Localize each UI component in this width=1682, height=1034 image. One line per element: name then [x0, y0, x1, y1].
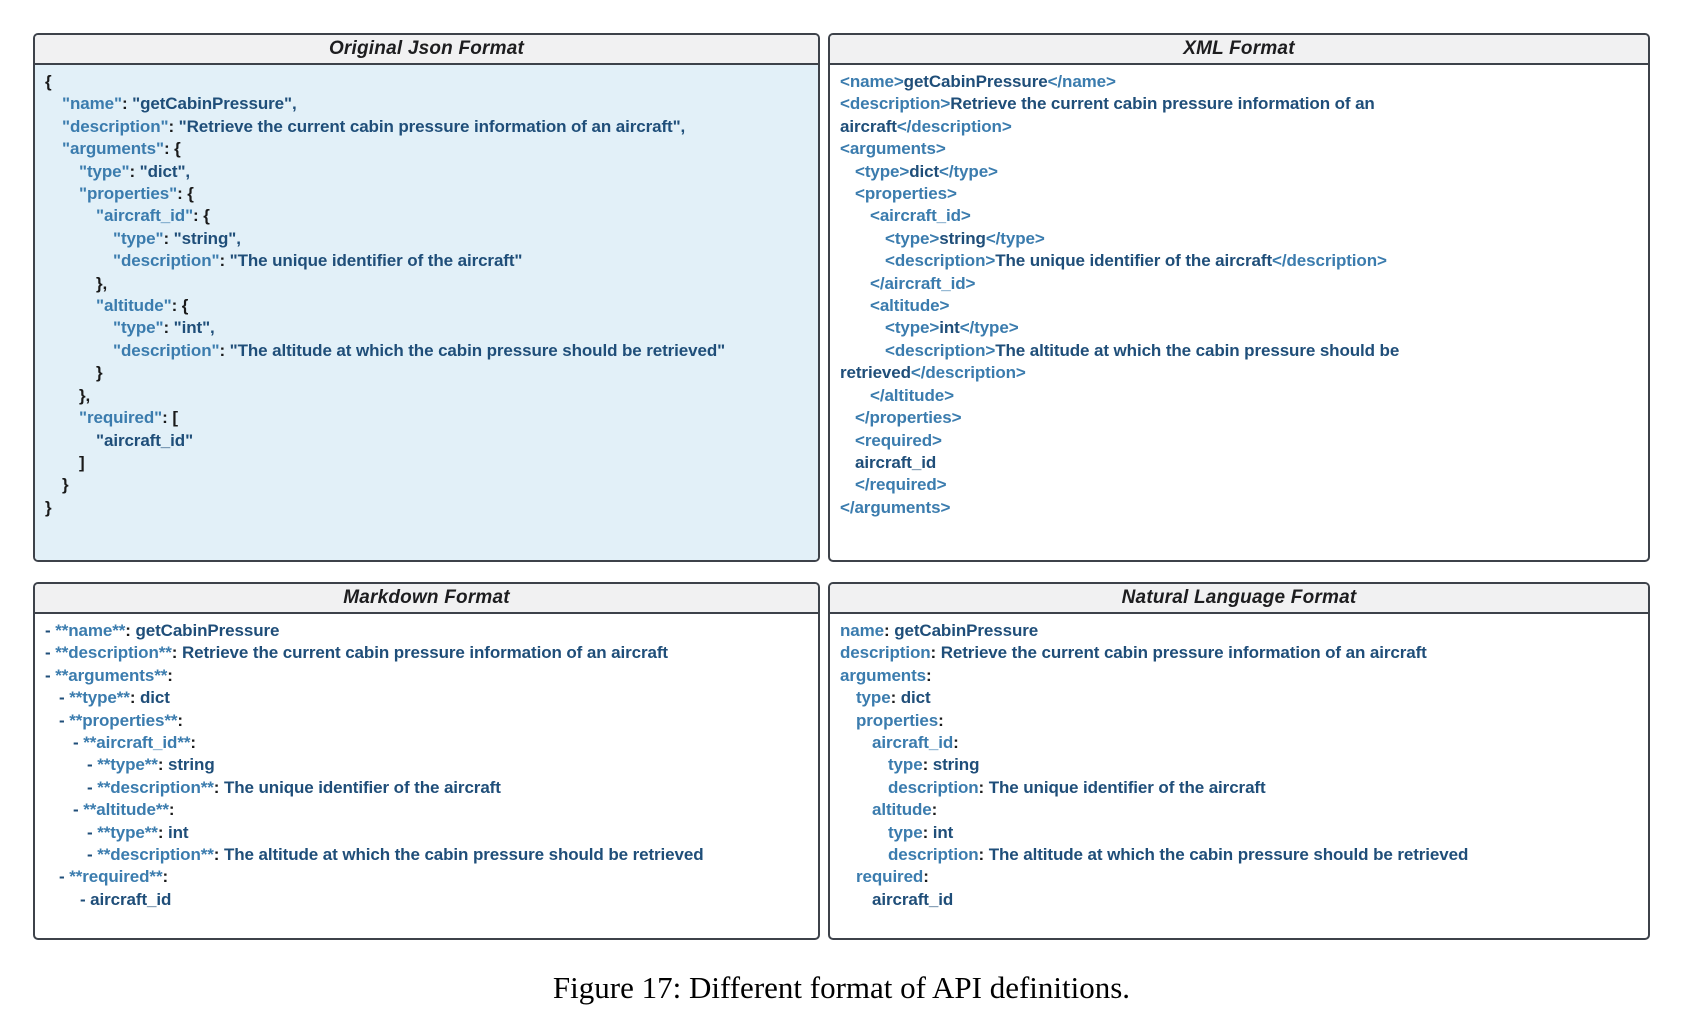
code-segment-v: "Retrieve the current cabin pressure information of an aircraft",	[178, 116, 686, 136]
code-line	[840, 452, 1638, 474]
code-segment-k: </required>	[855, 475, 947, 495]
code-segment-v: "string",	[173, 228, 241, 248]
code-segment-p: :	[171, 643, 182, 663]
code-line	[45, 295, 808, 317]
code-segment-k: </type>	[939, 161, 998, 181]
code-line	[45, 205, 808, 227]
code-segment-p: }	[45, 497, 52, 517]
code-segment-k: </description>	[1272, 251, 1387, 271]
code-line	[45, 362, 808, 384]
code-segment-v: -	[87, 845, 98, 865]
code-line	[840, 642, 1638, 664]
code-segment-p: },	[96, 273, 108, 293]
code-segment-v: The altitude at which the cabin pressure should be retrieved	[223, 845, 704, 865]
code-segment-k: "description"	[113, 340, 220, 360]
code-line	[840, 822, 1638, 844]
code-line	[45, 620, 808, 642]
code-line	[45, 71, 808, 93]
code-segment-v: -	[87, 822, 98, 842]
code-segment-k: <type>	[885, 228, 940, 248]
code-line	[840, 732, 1638, 754]
code-line	[45, 474, 808, 496]
code-segment-k: aircraft_id	[872, 733, 954, 753]
figure-caption: Figure 17: Different format of API definitions.	[552, 970, 1131, 1005]
code-segment-v: The altitude at which the cabin pressure should be	[995, 340, 1400, 360]
code-segment-p: :	[978, 777, 989, 797]
code-line	[840, 474, 1638, 496]
code-segment-v: dict	[900, 688, 931, 708]
code-segment-k: **type**	[97, 822, 158, 842]
code-line	[840, 844, 1638, 866]
code-line	[45, 777, 808, 799]
code-segment-p: :	[930, 643, 941, 663]
code-segment-v: retrieved	[840, 363, 911, 383]
code-segment-k: <type>	[885, 318, 940, 338]
code-segment-p: :	[129, 688, 140, 708]
code-line	[45, 183, 808, 205]
code-segment-v: -	[73, 733, 84, 753]
panel-title-markdown-format: Markdown Format	[35, 584, 818, 614]
code-segment-p: }	[62, 475, 69, 495]
code-segment-v: -	[45, 621, 56, 640]
code-segment-v: getCabinPressure	[135, 621, 280, 640]
xml-code-block	[830, 65, 1648, 560]
code-segment-k: **arguments**	[55, 665, 168, 685]
panel-title-xml-format: XML Format	[830, 35, 1648, 65]
code-segment-v: -	[59, 710, 70, 730]
code-segment-v: -	[87, 755, 98, 775]
code-segment-k: type	[856, 688, 891, 708]
code-segment-k: **name**	[55, 621, 126, 640]
panel-original-json-format	[33, 33, 820, 562]
code-line	[45, 138, 808, 160]
code-segment-p: },	[79, 385, 91, 405]
panel-markdown-format	[33, 582, 820, 940]
code-line	[45, 889, 808, 911]
code-line	[45, 340, 808, 362]
code-segment-p: :	[190, 733, 196, 753]
code-segment-p: :	[177, 710, 183, 730]
code-line	[840, 665, 1638, 687]
code-segment-v: The unique identifier of the aircraft	[995, 251, 1273, 271]
code-segment-p: :	[923, 867, 929, 887]
code-line	[840, 889, 1638, 911]
code-segment-v: -	[45, 665, 56, 685]
code-line	[45, 273, 808, 295]
code-segment-k: type	[888, 822, 923, 842]
code-segment-v: Retrieve the current cabin pressure information of an aircraft	[181, 643, 668, 663]
code-line	[840, 777, 1638, 799]
code-segment-k: <arguments>	[840, 139, 946, 159]
code-line	[840, 687, 1638, 709]
code-segment-p: :	[129, 161, 140, 181]
code-segment-k: **type**	[97, 755, 158, 775]
code-segment-v: dict	[909, 161, 940, 181]
code-segment-p: :	[168, 116, 179, 136]
code-line	[45, 452, 808, 474]
code-line	[840, 71, 1638, 93]
code-line	[45, 93, 808, 115]
code-line	[45, 228, 808, 250]
code-segment-v: The altitude at which the cabin pressure should be retrieved	[988, 845, 1469, 865]
code-segment-v: "aircraft_id"	[96, 430, 194, 450]
code-segment-p: : {	[171, 296, 189, 316]
code-line	[840, 317, 1638, 339]
code-line	[45, 799, 808, 821]
code-segment-p: :	[157, 822, 168, 842]
code-segment-k: <required>	[855, 430, 942, 450]
code-segment-k: **properties**	[69, 710, 178, 730]
code-line	[840, 205, 1638, 227]
code-segment-v: int	[168, 822, 189, 842]
code-segment-v: "int",	[173, 318, 215, 338]
code-segment-p: :	[884, 621, 895, 640]
code-segment-v: Retrieve the current cabin pressure information of an aircraft	[940, 643, 1427, 663]
code-line	[45, 430, 808, 452]
code-segment-k: <name>	[840, 72, 904, 91]
code-segment-p: :	[168, 800, 175, 820]
json-code-block	[35, 65, 818, 560]
code-segment-v: string	[939, 228, 986, 248]
code-line	[45, 866, 808, 888]
code-line	[45, 665, 808, 687]
code-segment-v: dict	[140, 688, 170, 708]
code-segment-k: <properties>	[855, 184, 957, 204]
code-segment-k: required	[856, 867, 924, 887]
code-segment-p: :	[162, 867, 169, 887]
code-segment-p: :	[953, 733, 959, 753]
code-line	[840, 340, 1638, 362]
code-segment-p: :	[978, 845, 989, 865]
code-line	[840, 93, 1638, 115]
code-line	[45, 407, 808, 429]
code-segment-p: }	[96, 363, 103, 383]
code-segment-k: "description"	[113, 251, 220, 271]
markdown-code-block	[35, 614, 818, 938]
code-segment-p: : {	[163, 139, 181, 159]
code-segment-k: type	[888, 755, 923, 775]
code-segment-k: "arguments"	[62, 139, 164, 159]
code-segment-k: </altitude>	[870, 385, 954, 405]
code-segment-k: "description"	[62, 116, 169, 136]
code-line	[45, 497, 808, 519]
code-segment-k: <type>	[855, 161, 910, 181]
code-segment-k: <aircraft_id>	[870, 206, 971, 226]
code-segment-k: **description**	[97, 777, 214, 797]
format-panels-grid	[33, 33, 1650, 940]
code-line	[840, 799, 1638, 821]
code-segment-p: :	[213, 777, 224, 797]
code-segment-k: </name>	[1047, 72, 1116, 91]
code-segment-k: "type"	[79, 161, 130, 181]
code-line	[840, 183, 1638, 205]
code-line	[840, 710, 1638, 732]
code-line	[45, 642, 808, 664]
code-segment-k: "properties"	[79, 184, 178, 204]
code-segment-p: :	[931, 800, 938, 820]
code-line	[840, 250, 1638, 272]
code-segment-v: aircraft_id	[855, 452, 937, 472]
code-line	[45, 317, 808, 339]
code-segment-v: The unique identifier of the aircraft	[988, 777, 1266, 797]
code-segment-k: <altitude>	[870, 296, 950, 316]
code-segment-k: name	[840, 621, 885, 640]
code-segment-k: "required"	[79, 408, 163, 428]
code-line	[840, 620, 1638, 642]
code-line	[840, 116, 1638, 138]
code-line	[45, 710, 808, 732]
code-segment-p: : {	[177, 184, 194, 204]
code-segment-k: </arguments>	[840, 497, 951, 517]
code-line	[840, 866, 1638, 888]
code-segment-p: :	[125, 621, 136, 640]
code-line	[45, 822, 808, 844]
code-segment-k: <description>	[840, 94, 951, 114]
code-segment-k: <description>	[885, 340, 996, 360]
code-segment-p: :	[167, 665, 173, 685]
code-segment-k: arguments	[840, 665, 927, 685]
code-segment-v: aircraft	[840, 116, 897, 136]
code-line	[840, 161, 1638, 183]
code-segment-v: "dict",	[139, 161, 191, 181]
code-segment-v: Retrieve the current cabin pressure information of an	[950, 94, 1375, 114]
code-line	[840, 385, 1638, 407]
code-segment-k: </type>	[985, 228, 1045, 248]
code-segment-p: :	[163, 228, 174, 248]
code-segment-k: <description>	[885, 251, 996, 271]
code-line	[840, 138, 1638, 160]
code-segment-v: -	[45, 643, 56, 663]
code-segment-p: :	[219, 251, 230, 271]
code-segment-k: "type"	[113, 228, 164, 248]
code-segment-k: description	[840, 643, 931, 663]
code-segment-k: "altitude"	[96, 296, 172, 316]
code-line	[45, 687, 808, 709]
code-segment-v: -	[87, 777, 98, 797]
code-segment-v: "The unique identifier of the aircraft"	[229, 251, 523, 271]
code-segment-k: **required**	[69, 867, 163, 887]
code-line	[45, 732, 808, 754]
code-segment-p: :	[121, 94, 133, 114]
code-segment-k: description	[888, 845, 979, 865]
code-segment-v: string	[168, 755, 215, 775]
code-segment-k: </properties>	[855, 408, 962, 428]
code-segment-v: int	[932, 822, 954, 842]
code-segment-p: ]	[79, 452, 85, 472]
code-segment-p: :	[890, 688, 901, 708]
code-line	[840, 228, 1638, 250]
code-segment-p: : {	[193, 206, 210, 226]
code-segment-v: aircraft_id	[872, 889, 954, 909]
code-segment-v: -	[59, 688, 70, 708]
code-segment-p: : [	[162, 408, 178, 428]
code-segment-v: - aircraft_id	[80, 889, 172, 909]
code-segment-v: int	[939, 318, 960, 338]
code-segment-p: :	[926, 665, 932, 685]
code-segment-p: :	[213, 845, 224, 865]
code-line	[45, 161, 808, 183]
code-segment-v: getCabinPressure	[903, 72, 1048, 91]
natural-language-code-block	[830, 614, 1648, 938]
code-segment-k: </description>	[910, 363, 1026, 383]
code-segment-p: :	[163, 318, 174, 338]
code-segment-k: **description**	[55, 643, 172, 663]
code-line	[840, 754, 1638, 776]
code-segment-p: :	[922, 822, 933, 842]
code-line	[840, 407, 1638, 429]
panel-title-original-json-format: Original Json Format	[35, 35, 818, 65]
code-segment-k: **altitude**	[83, 800, 169, 820]
code-segment-v: "getCabinPressure",	[132, 94, 297, 114]
code-line	[840, 497, 1638, 519]
code-segment-v: -	[59, 867, 70, 887]
code-segment-v: "The altitude at which the cabin pressure should be retrieved"	[229, 340, 726, 360]
code-line	[840, 362, 1638, 384]
code-segment-p: :	[157, 755, 168, 775]
panel-title-natural-language-format: Natural Language Format	[830, 584, 1648, 614]
code-segment-v: getCabinPressure	[894, 621, 1039, 640]
code-line	[840, 273, 1638, 295]
code-segment-p: {	[45, 72, 52, 91]
code-segment-k: description	[888, 777, 979, 797]
code-line	[45, 385, 808, 407]
code-segment-p: :	[938, 710, 944, 730]
code-segment-k: "aircraft_id"	[96, 206, 194, 226]
code-segment-k: </type>	[959, 318, 1019, 338]
code-line	[840, 430, 1638, 452]
code-segment-k: **type**	[69, 688, 130, 708]
code-segment-p: :	[219, 340, 230, 360]
code-segment-v: string	[932, 755, 980, 775]
code-line	[45, 116, 808, 138]
code-line	[45, 754, 808, 776]
panel-xml-format	[828, 33, 1650, 562]
code-line	[45, 250, 808, 272]
code-segment-k: **description**	[97, 845, 214, 865]
code-segment-k: "type"	[113, 318, 164, 338]
code-segment-k: "name"	[62, 94, 122, 114]
panel-natural-language-format	[828, 582, 1650, 940]
code-line	[45, 844, 808, 866]
code-segment-p: :	[922, 755, 933, 775]
code-segment-k: properties	[856, 710, 939, 730]
code-segment-v: -	[73, 800, 84, 820]
code-segment-k: **aircraft_id**	[83, 733, 191, 753]
code-segment-k: altitude	[872, 800, 932, 820]
code-segment-v: The unique identifier of the aircraft	[223, 777, 501, 797]
code-line	[840, 295, 1638, 317]
code-segment-k: </description>	[896, 116, 1012, 136]
code-segment-k: </aircraft_id>	[870, 273, 976, 293]
